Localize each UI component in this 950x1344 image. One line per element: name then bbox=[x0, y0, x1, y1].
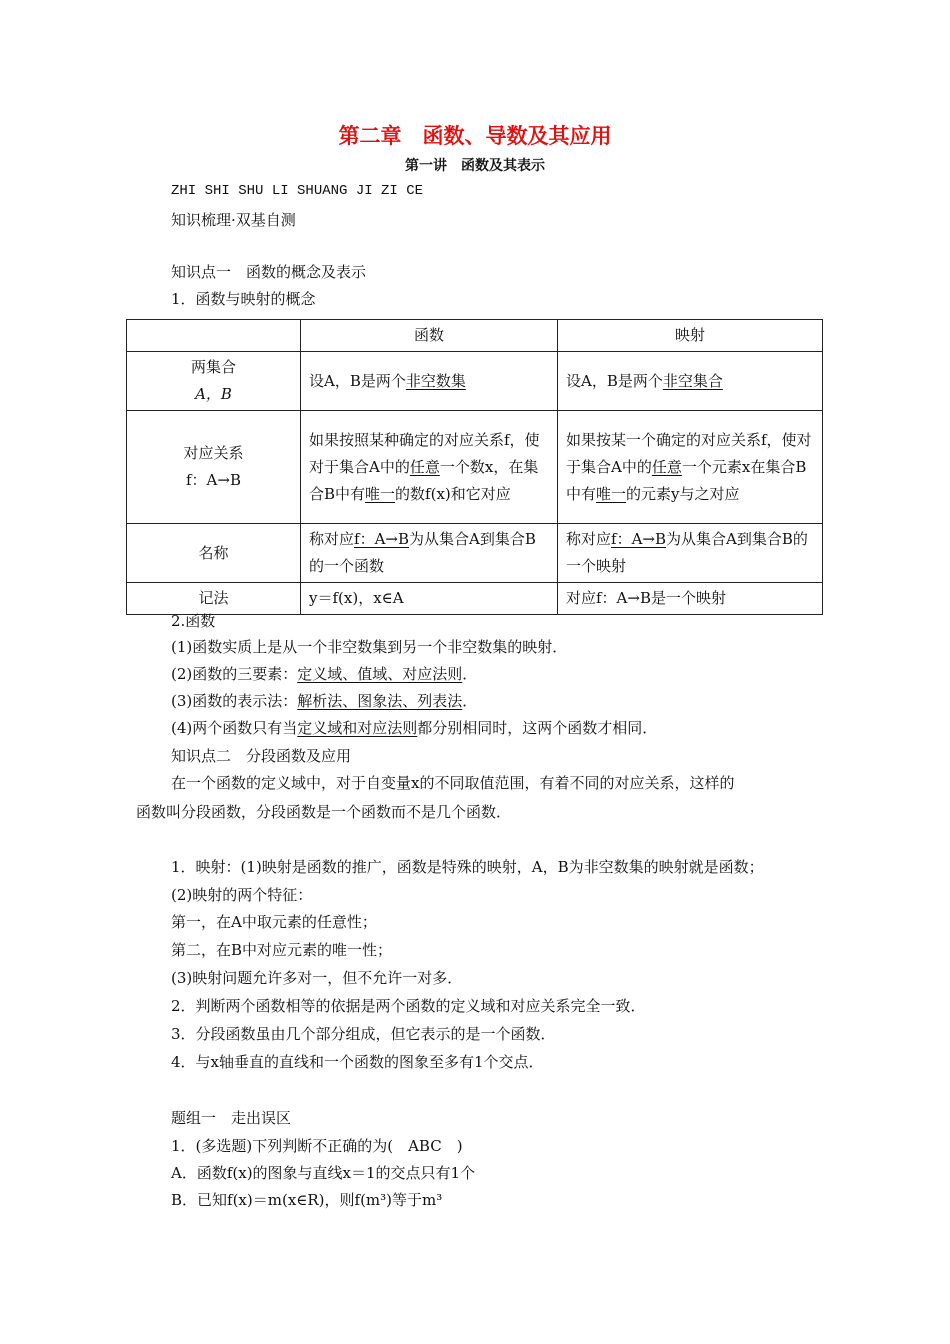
underlined-answer: 唯一 bbox=[365, 484, 396, 503]
note-line: 4．与x轴垂直的直线和一个函数的图象至多有1个交点． bbox=[171, 1053, 544, 1071]
note-line: 第二，在B中对应元素的唯一性； bbox=[171, 941, 393, 959]
note-line: 2．判断两个函数相等的依据是两个函数的定义域和对应关系完全一致． bbox=[171, 997, 646, 1015]
row-label-line: f：A→B bbox=[186, 471, 241, 489]
note-line: 3．分段函数虽由几个部分组成，但它表示的是一个函数． bbox=[171, 1025, 556, 1043]
function-cell bbox=[301, 411, 558, 524]
cell-text: 的元素y与之对应 bbox=[626, 484, 740, 503]
table-row bbox=[127, 411, 823, 524]
cell-text: 一个数x，在集合B中有 bbox=[309, 457, 539, 503]
item-text: (3)函数的表示法： bbox=[171, 692, 298, 710]
pinyin-heading: ZHI SHI SHU LI SHUANG JI ZI CE bbox=[171, 183, 424, 199]
cell-text: 一个元素x在集合B中有 bbox=[566, 457, 807, 503]
table-header-row bbox=[127, 320, 823, 352]
cell-text: 称对应 bbox=[566, 530, 612, 548]
row-label: 记法 bbox=[127, 583, 301, 615]
underlined-answer: 唯一 bbox=[596, 484, 627, 503]
chapter-title: 第二章 函数、导数及其应用 bbox=[338, 124, 612, 148]
cell-text: 的数f(x)和它对应 bbox=[395, 484, 511, 503]
paragraph-line: 在一个函数的定义域中，对于自变量x的不同取值范围，有着不同的对应关系，这样的 bbox=[171, 774, 735, 792]
cell-text: 如果按照某种确定的对应关系f，使对于集合A中的 bbox=[309, 430, 540, 476]
function-item-4 bbox=[171, 718, 657, 738]
row-label-line: A，B bbox=[195, 385, 232, 403]
function-section-title: 2.函数 bbox=[171, 612, 216, 630]
table-row bbox=[127, 583, 823, 615]
table-row bbox=[127, 352, 823, 411]
note-line: 第一，在A中取元素的任意性； bbox=[171, 913, 377, 931]
mapping-cell: 对应f：A→B是一个映射 bbox=[558, 583, 823, 615]
underlined-answer: f：A→B bbox=[354, 530, 409, 548]
cell-text: 称对应 bbox=[309, 530, 355, 548]
cell-text: 为从集合A到集合B的一个映射 bbox=[566, 530, 808, 575]
paragraph-line: 函数叫分段函数，分段函数是一个函数而不是几个函数． bbox=[136, 803, 512, 821]
row-label: 名称 bbox=[127, 524, 301, 583]
underlined-answer: 定义域、值域、对应法则 bbox=[297, 665, 463, 683]
table-header-cell: 函数 bbox=[301, 320, 558, 352]
item-text: 都分别相同时，这两个函数才相同． bbox=[417, 719, 658, 737]
table-header-cell bbox=[127, 320, 301, 352]
note-line: 1．映射：(1)映射是函数的推广，函数是特殊的映射，A，B为非空数集的映射就是函数； bbox=[171, 858, 764, 876]
row-label-line: 对应关系 bbox=[183, 444, 244, 462]
cell-text: 设A，B是两个 bbox=[309, 371, 406, 390]
function-item-1: (1)函数实质上是从一个非空数集到另一个非空数集的映射． bbox=[171, 638, 568, 656]
concept-table bbox=[126, 319, 823, 615]
row-label bbox=[127, 411, 301, 524]
function-item-3 bbox=[171, 691, 477, 711]
subsection-1-title: 1．函数与映射的概念 bbox=[171, 290, 316, 308]
mapping-cell bbox=[558, 411, 823, 524]
note-line: (3)映射问题允许多对一，但不允许一对多． bbox=[171, 969, 463, 987]
function-cell: y＝f(x)，x∈A bbox=[301, 583, 558, 615]
cell-text: 设A，B是两个 bbox=[566, 371, 663, 390]
function-item-2 bbox=[171, 664, 477, 684]
option-a: A．函数f(x)的图象与直线x＝1的交点只有1个 bbox=[171, 1164, 476, 1182]
table-row bbox=[127, 524, 823, 583]
item-text: ． bbox=[462, 665, 478, 683]
underlined-answer: 任意 bbox=[409, 457, 440, 476]
knowledge-point-1-title: 知识点一 函数的概念及表示 bbox=[171, 263, 367, 281]
underlined-answer: 非空数集 bbox=[405, 371, 466, 390]
function-cell bbox=[301, 352, 558, 411]
function-cell bbox=[301, 524, 558, 583]
row-label bbox=[127, 352, 301, 411]
question-1: 1．(多选题)下列判断不正确的为( ABC ) bbox=[171, 1137, 463, 1155]
question-group-title: 题组一 走出误区 bbox=[171, 1109, 292, 1127]
table-header-cell: 映射 bbox=[558, 320, 823, 352]
note-line: (2)映射的两个特征： bbox=[171, 886, 313, 904]
underlined-answer: 非空集合 bbox=[662, 371, 723, 390]
underlined-answer: 定义域和对应法则 bbox=[297, 719, 418, 737]
cell-text: 为从集合A到集合B的一个函数 bbox=[309, 530, 536, 575]
section-heading: 知识梳理·双基自测 bbox=[171, 211, 296, 229]
item-text: (2)函数的三要素： bbox=[171, 665, 298, 683]
knowledge-point-2-title: 知识点二 分段函数及应用 bbox=[171, 747, 352, 765]
item-text: ． bbox=[462, 692, 478, 710]
row-label-line: 两集合 bbox=[190, 358, 236, 376]
mapping-cell bbox=[558, 352, 823, 411]
underlined-answer: 解析法、图象法、列表法 bbox=[297, 692, 463, 710]
underlined-answer: f：A→B bbox=[611, 530, 666, 548]
mapping-cell bbox=[558, 524, 823, 583]
lecture-title: 第一讲 函数及其表示 bbox=[405, 158, 545, 174]
cell-text: 如果按某一个确定的对应关系f，使对于集合A中的 bbox=[566, 430, 812, 476]
underlined-answer: 任意 bbox=[651, 457, 682, 476]
item-text: (4)两个函数只有当 bbox=[171, 719, 298, 737]
option-b: B．已知f(x)＝m(x∈R)，则f(m³)等于m³ bbox=[171, 1191, 443, 1209]
